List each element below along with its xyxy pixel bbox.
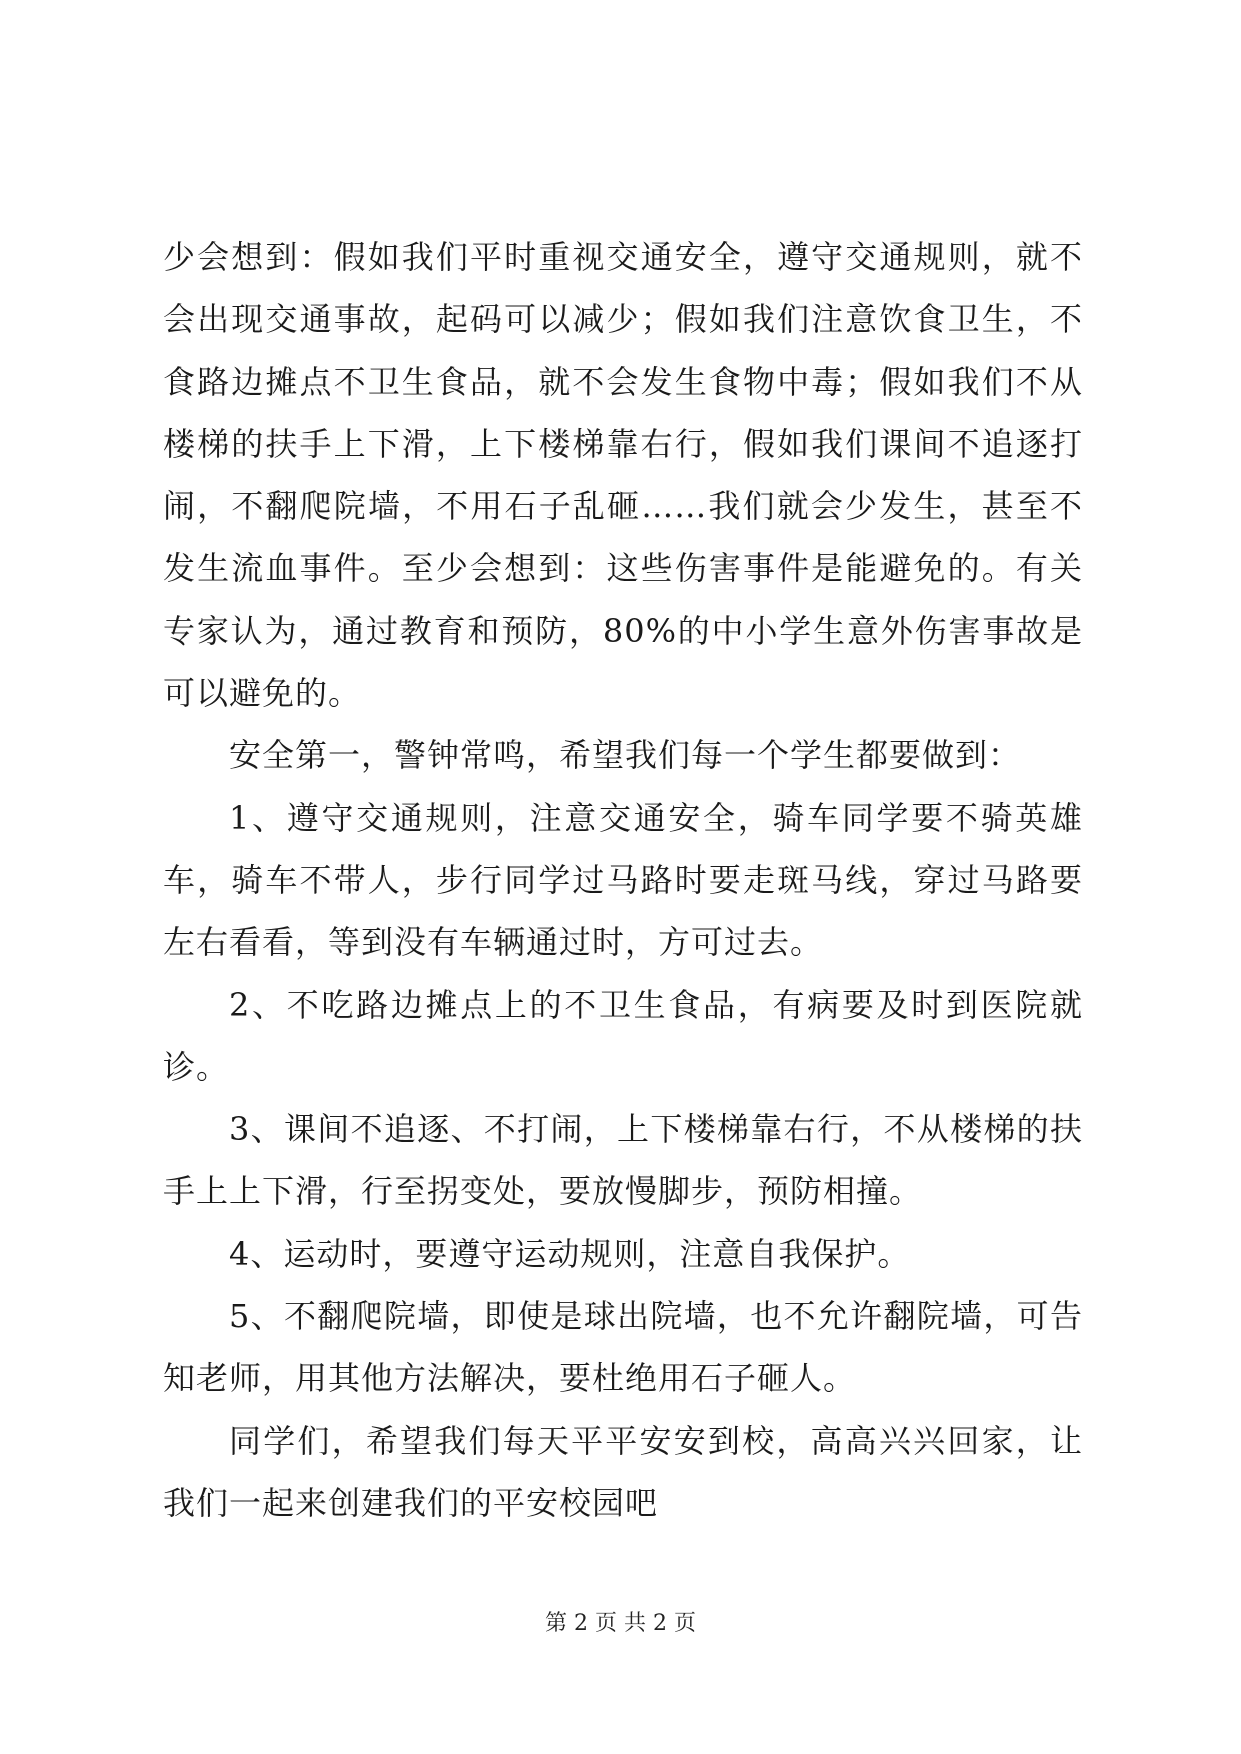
document-body: [163, 226, 1083, 1534]
paragraph-rule-3: 3、课间不追逐、不打闹，上下楼梯靠右行，不从楼梯的扶手上上下滑，行至拐变处，要放慢脚步，预防相撞。: [163, 1110, 1083, 1211]
paragraph-rule-1: 1、遵守交通规则，注意交通安全，骑车同学要不骑英雄车，骑车不带人，步行同学过马路时要走斑马线，穿过马路要左右看看，等到没有车辆通过时，方可过去。: [163, 798, 1083, 962]
paragraph-intro-continued: 少会想到：假如我们平时重视交通安全，遵守交通规则，就不会出现交通事故，起码可以减少；假如我们注意饮食卫生，不食路边摊点不卫生食品，就不会发生食物中毒；假如我们不从楼梯的扶手上下滑，上下楼梯靠右行，假如我们课间不追逐打闹，不翻爬院墙，不用石子乱砸……我们就会少发生，甚至不发生流血事件。至少会想到：这些伤害事件是能避免的。有关专家认为，通过教育和预防，80%的中小学生意外伤害事故是可以避免的。: [163, 238, 1083, 713]
paragraph-rule-2: 2、不吃路边摊点上的不卫生食品，有病要及时到医院就诊。: [163, 985, 1083, 1086]
page-footer: 第 2 页 共 2 页: [545, 1611, 696, 1636]
paragraph-rule-4: 4、运动时，要遵守运动规则，注意自我保护。: [229, 1234, 911, 1273]
paragraph-rule-5: 5、不翻爬院墙，即使是球出院墙，也不允许翻院墙，可告知老师，用其他方法解决，要杜绝用石子砸人。: [163, 1297, 1083, 1398]
paragraph-safety-first: 安全第一，警钟常鸣，希望我们每一个学生都要做到：: [229, 736, 1022, 775]
paragraph-closing: 同学们，希望我们每天平平安安到校，高高兴兴回家，让我们一起来创建我们的平安校园吧: [163, 1421, 1083, 1522]
